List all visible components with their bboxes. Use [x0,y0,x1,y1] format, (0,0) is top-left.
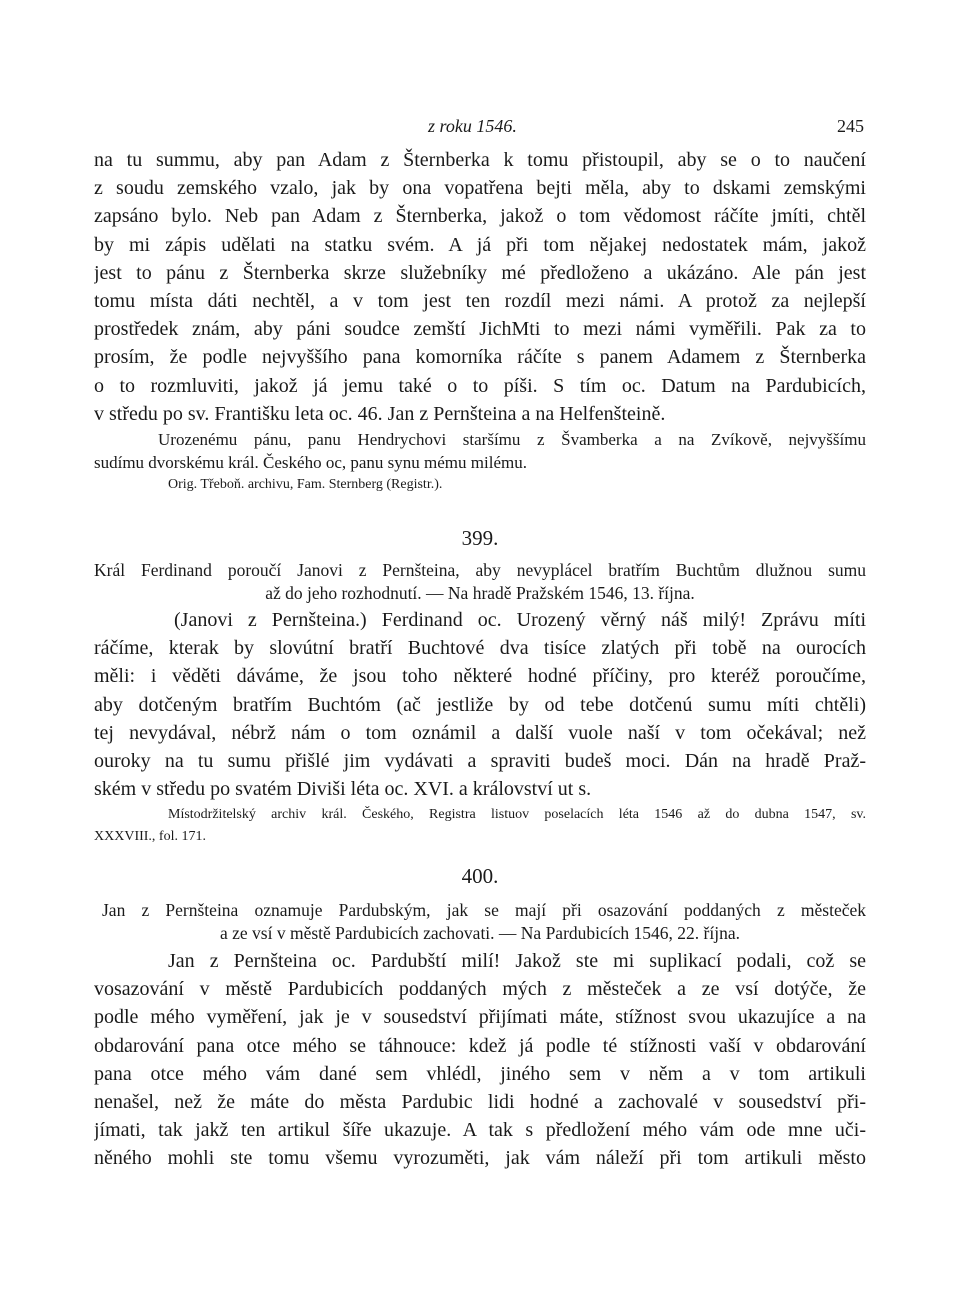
text-line: něného mohli ste tomu všemu vyrozuměti, jak vám náleží při tom artikuli město [94,1147,866,1170]
text-line: ouroky na tu sumu přišlé jim vydávati a spraviti budeš moci. Dán na hradě Praž- [94,750,866,773]
text-line: pana otce mého vám dané sem vhlédl, jiného sem v něm a v tom artikuli [94,1062,866,1085]
document-number-399: 399. [461,526,499,550]
running-head [94,116,866,140]
text-line: měli: i věděti dáváme, že jsou toho některé hodné příčiny, pro kteréž poroučíme, [94,665,866,688]
heading-line: Král Ferdinand poroučí Janovi z Pernšteina, aby nevyplácel bratřím Buchtům dlužnou sumu [94,560,866,580]
document-399-source [94,804,866,848]
document-399-heading [94,559,866,605]
address-line: sudímu dvorskému král. Českého oc, panu synu mému milému. [94,453,527,472]
text-line: by mi zápis udělati na statku svém. A já při tom nějakej nedostatek mám, jakož [94,233,866,256]
source-note: XXXVIII., fol. 171. [94,829,206,844]
source-note: Místodržitelský archiv král. Českého, Registra listuov poselacích léta 1546 až do dubna 1547, sv. [168,807,866,822]
running-title: z roku 1546. [428,116,517,136]
text-line: Jan z Pernšteina oc. Pardubští milí! Jakož ste mi suplikací podali, což se [168,950,866,972]
letter-398-text [94,146,866,428]
text-line: zapsáno bylo. Neb pan Adam z Šternberka, jakož o tom vědomost ráčíte jmíti, chtěl [94,205,866,228]
page-number: 245 [837,116,864,136]
source-note: Orig. Třeboň. archivu, Fam. Sternberg (Registr.). [168,477,443,492]
letter-398-source [168,474,866,496]
heading-line: a ze vsí v městě Pardubicích zachovati. — Na Pardubicích 1546, 22. října. [220,923,740,943]
document-400-heading [94,899,866,945]
text-line: o to rozmluviti, jakož já jemu také o to píši. S tím oc. Datum na Pardubicích, [94,374,866,397]
text-line: nenašel, než že máte do města Pardubic lidi hodné a zachovalé v sousedství při- [94,1091,866,1114]
text-line: v středu po sv. Františku leta oc. 46. Jan z Pernšteina a na Helfenšteině. [94,402,666,425]
text-line: aby dotčeným bratřím Buchtóm (ač jestliže by od tebe dotčenú sumu míti chtěli) [94,693,866,716]
text-line: (Janovi z Pernšteina.) Ferdinand oc. Urozený věrný náš milý! Zprávu míti [174,609,866,631]
document-number-400: 400. [461,864,499,888]
text-line: jest to pánu z Šternberka skrze služebníky mé předloženo a ukázáno. Ale pán jest [94,261,866,284]
document-400-text [94,947,866,1173]
text-line: ském v středu po svatém Diviši léta oc. XVI. a království ut s. [94,778,592,801]
text-line: prostředek znám, aby páni soudce zemští JichMti to mezi námi vyměřili. Pak za to [94,318,866,341]
text-line: z soudu zemského vzalo, jak by ona vopatřena bejti měla, aby to dskami zemskými [94,177,866,200]
text-line: tomu místa dáti nechtěl, a v tom jest ten rozdíl mezi námi. A protož za nejlepší [94,290,866,313]
text-line: obdarování pana otce mého se táhnouce: kdež já podle té stížnosti vaší v obdarování [94,1034,866,1057]
heading-line: až do jeho rozhodnutí. — Na hradě Pražském 1546, 13. října. [265,583,695,603]
text-line: na tu summu, aby pan Adam z Šternberka k tomu přistoupil, aby se o to naučení [94,149,866,171]
text-line: prosím, že podle nejvyššího pana komorníka ráčíte s panem Adamem z Šternberka [94,346,866,369]
document-page [94,0,866,1302]
text-line: podle mého vyměření, jak je v sousedství přijímati máte, stížnost svou ukazujíce a na [94,1006,866,1029]
heading-line: Jan z Pernšteina oznamuje Pardubským, jak se mají při osazování poddaných z městeček [102,900,866,920]
text-line: vosazování v městě Pardubicích poddaných mých z městeček a ze vsí dotýče, že [94,978,866,1001]
text-line: tej nevydával, nébrž nám o tom oznámil a další vuole naší v tom očekával; než [94,721,866,744]
document-399-text [94,606,866,803]
address-line: Urozenému pánu, panu Hendrychovi staršímu z Švamberka a na Zvíkově, nejvyššímu [158,430,866,449]
letter-398-address [94,428,866,474]
text-line: jímati, tak jakž ten artikul šíře ukazuje. A tak s předložení mého vám ode mne uči- [94,1119,866,1142]
text-line: ráčíme, kterak by slovútní bratří Buchtové dva tisíce zlatých při tobě na ourocích [94,637,866,660]
